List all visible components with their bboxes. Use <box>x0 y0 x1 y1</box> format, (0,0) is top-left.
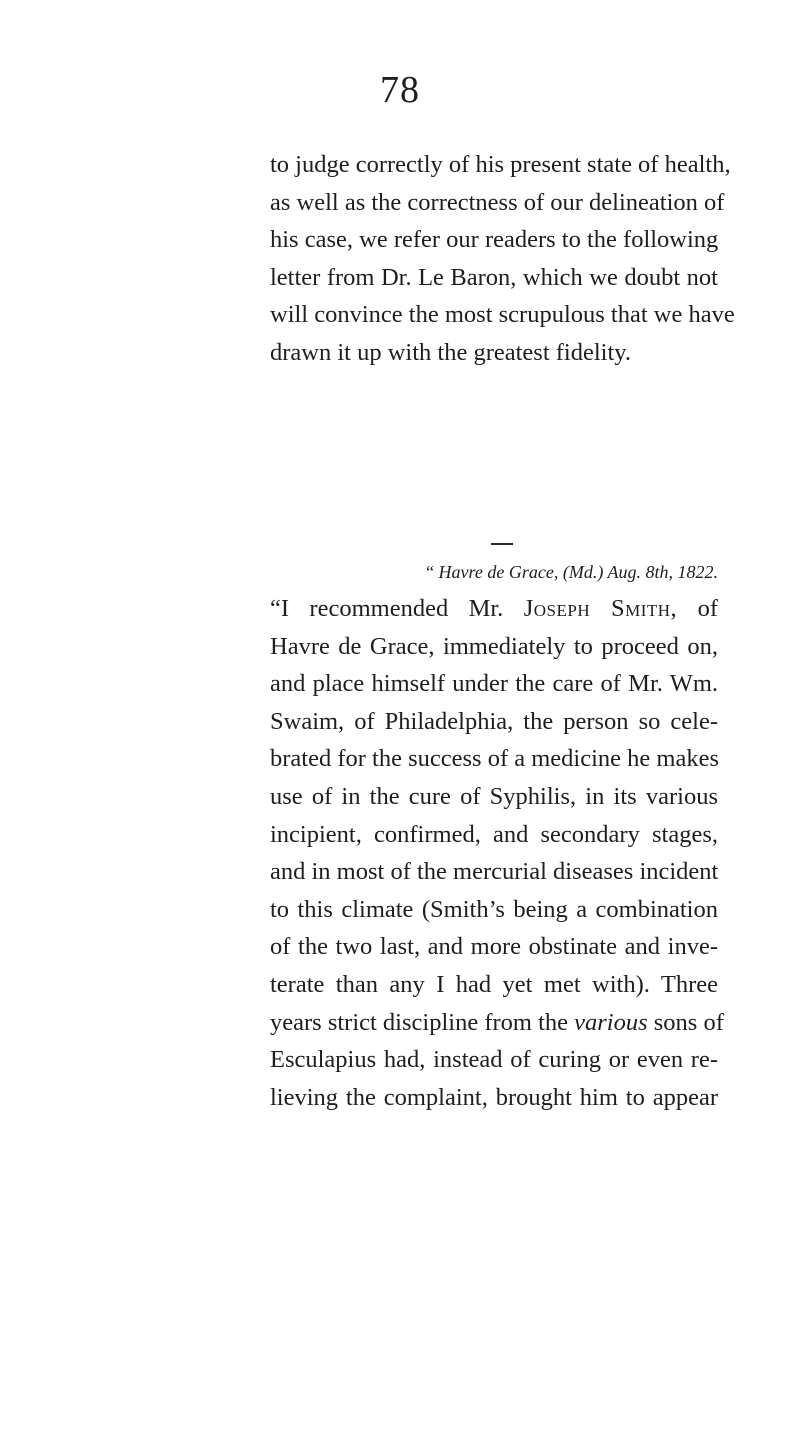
text-line: Havre de Grace, immediately to proceed on, <box>270 632 718 660</box>
page-number: 78 <box>380 69 420 111</box>
text-line: use of in the cure of Syphilis, in its various <box>270 782 718 810</box>
person-name: Joseph Smith, <box>523 595 678 622</box>
text-fragment: of <box>697 595 719 622</box>
emphasized-word: various <box>574 1008 648 1036</box>
text-line: and in most of the mercurial diseases incident <box>270 858 719 886</box>
text-line: letter from Dr. Le Baron, which we doubt not <box>270 263 718 291</box>
section-separator <box>491 543 513 545</box>
text-line <box>270 1004 724 1042</box>
text-fragment: sons of <box>653 1008 724 1036</box>
text-line: incipient, confirmed, and secondary stages, <box>270 820 718 848</box>
text-line: and place himself under the care of Mr. Wm. <box>270 670 718 698</box>
open-quote: “ <box>426 562 435 582</box>
text-line: lieving the complaint, brought him to appear <box>270 1083 718 1111</box>
text-line: drawn it up with the greatest fidelity. <box>270 338 632 366</box>
text-line: of the two last, and more obstinate and inve- <box>270 933 718 961</box>
text-line: brated for the success of a medicine he makes <box>270 745 719 773</box>
text-line <box>270 590 718 628</box>
text-line: to this climate (Smith’s being a combination <box>270 895 718 923</box>
text-fragment: years strict discipline from the <box>270 1008 568 1036</box>
letter-dateline <box>300 552 718 592</box>
text-line: his case, we refer our readers to the following <box>270 226 719 254</box>
text-line: Esculapius had, instead of curing or even re- <box>270 1046 718 1074</box>
text-line: as well as the correctness of our delineation of <box>270 188 725 216</box>
text-line: to judge correctly of his present state of health, <box>270 151 731 178</box>
letter-opening: “I recommended Mr. <box>270 595 504 622</box>
intro-paragraph <box>270 146 735 372</box>
text-line: Swaim, of Philadelphia, the person so cele- <box>270 707 718 735</box>
dateline-text: Havre de Grace, (Md.) Aug. 8th, 1822. <box>438 562 718 582</box>
text-line: will convince the most scrupulous that we have <box>270 301 735 329</box>
text-line: terate than any I had yet met with). Three <box>270 970 718 998</box>
letter-body <box>270 590 724 1116</box>
